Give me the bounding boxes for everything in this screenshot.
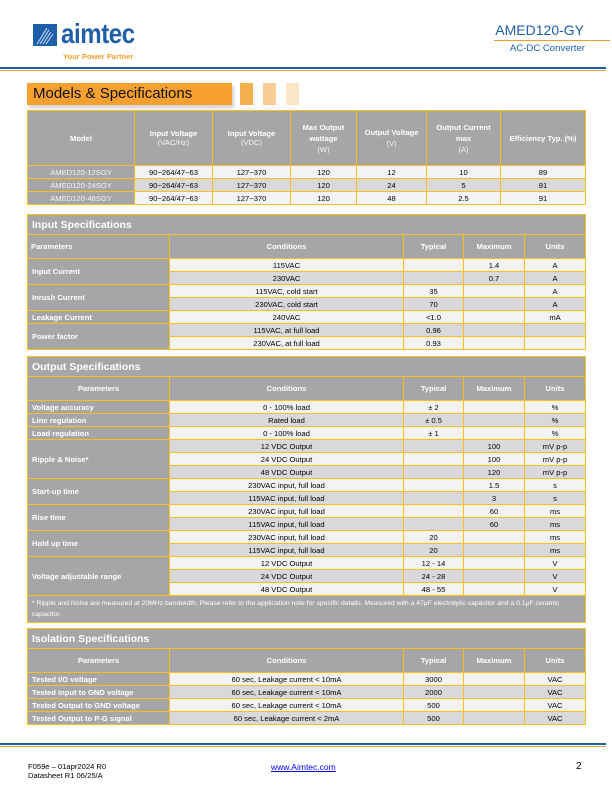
logo-tagline: Your Power Partner xyxy=(63,52,134,61)
table-row: AMED120-48SGY 90~264/47~63 127~370 120 48 2.5 91 xyxy=(28,192,586,205)
table-row: 115VAC input, full load 3 s xyxy=(28,492,586,505)
models-table xyxy=(27,110,586,205)
logo-mark-icon xyxy=(33,24,57,46)
page-number: 2 xyxy=(576,761,582,772)
ripple-noise-footnote: * Ripple and Noise are measured at 20MHz bandwidth. Please refer to the application note for specific details. Measured with a 47μF electrolytic capacitor and a 0.1μF ceramic capacitor. xyxy=(28,596,586,623)
input-specs-table xyxy=(27,214,586,350)
table-row: Tested I/O voltage 60 sec, Leakage current < 10mA 3000 VAC xyxy=(28,673,586,686)
table-row: Start-up time 230VAC input, full load 1.5 s xyxy=(28,479,586,492)
section-banner xyxy=(27,83,232,105)
logo-wordmark: aimtec xyxy=(61,18,135,49)
model-cell: AMED120-12SGY xyxy=(28,166,135,179)
form-id: F059e – 01apr2024 R0 xyxy=(28,762,107,771)
table-row: Ripple & Noise* 12 VDC Output 100 mV p-p xyxy=(28,440,586,453)
isolation-specs-table xyxy=(27,628,586,725)
table-row: 230VAC, cold start 70 A xyxy=(28,298,586,311)
table-row: Tested Output to P-G signal 60 sec, Leakage current < 2mA 500 VAC xyxy=(28,712,586,725)
footer-doc-info xyxy=(28,762,106,780)
table-row: 115VAC input, full load 60 ms xyxy=(28,518,586,531)
table-row: 230VAC 0.7 A xyxy=(28,272,586,285)
table-row: 24 VDC Output 100 mV p-p xyxy=(28,453,586,466)
product-name: AMED120-GY xyxy=(495,22,584,38)
output-specs-header-row: Parameters Conditions Typical Maximum Units xyxy=(28,377,586,401)
output-specs-table xyxy=(27,356,586,623)
input-specs-header-row: Parameters Conditions Typical Maximum Units xyxy=(28,235,586,259)
banner-decoration xyxy=(240,83,253,105)
table-row: AMED120-24SGY 90~264/47~63 127~370 120 24 5 91 xyxy=(28,179,586,192)
banner-decoration xyxy=(263,83,276,105)
table-row: Leakage Current 240VAC <1.0 mA xyxy=(28,311,586,324)
isolation-specs-title: Isolation Specifications xyxy=(28,629,586,649)
table-row: Input Current 115VAC 1.4 A xyxy=(28,259,586,272)
model-cell: AMED120-24SGY xyxy=(28,179,135,192)
table-row: 115VAC input, full load 20 ms xyxy=(28,544,586,557)
section-title: Models & Specifications xyxy=(33,85,193,102)
col-header-input-vdc: Input Voltage (VDC) xyxy=(213,111,291,166)
col-header-input-vac: Input Voltage (VAC/Hz) xyxy=(135,111,213,166)
isolation-specs-header-row: Parameters Conditions Typical Maximum Units xyxy=(28,649,586,673)
header-rule xyxy=(0,67,606,71)
col-header-output-current: Output Current max (A) xyxy=(427,111,501,166)
aimtec-logo xyxy=(33,20,163,64)
table-row: Voltage adjustable range 12 VDC Output 12 - 14 V xyxy=(28,557,586,570)
input-specs-title: Input Specifications xyxy=(28,215,586,235)
datasheet-revision: Datasheet R1 06/25/A xyxy=(28,771,103,780)
table-row: Rise time 230VAC input, full load 60 ms xyxy=(28,505,586,518)
table-row: AMED120-12SGY 90~264/47~63 127~370 120 12 10 89 xyxy=(28,166,586,179)
table-row: 230VAC, at full load 0.93 xyxy=(28,337,586,350)
table-row: 24 VDC Output 24 - 28 V xyxy=(28,570,586,583)
table-row: Voltage accuracy 0 - 100% load ± 2 % xyxy=(28,401,586,414)
table-row: Tested Output to GND voltage 60 sec, Leakage current < 10mA 500 VAC xyxy=(28,699,586,712)
model-cell: AMED120-48SGY xyxy=(28,192,135,205)
product-type: AC-DC Converter xyxy=(509,43,585,54)
table-row: Power factor 115VAC, at full load 0.96 xyxy=(28,324,586,337)
col-header-model: Model xyxy=(28,111,135,166)
footer-rule xyxy=(0,743,606,747)
models-header-row xyxy=(28,111,586,166)
col-header-output-voltage: Output Voltage (V) xyxy=(357,111,427,166)
table-row: Hold up time 230VAC input, full load 20 ms xyxy=(28,531,586,544)
banner-decoration xyxy=(286,83,299,105)
table-row: Line regulation Rated load ± 0.5 % xyxy=(28,414,586,427)
col-header-efficiency: Efficiency Typ. (%) xyxy=(501,111,586,166)
table-row: Inrush Current 115VAC, cold start 35 A xyxy=(28,285,586,298)
table-row: Tested Input to GND voltage 60 sec, Leakage current < 10mA 2000 VAC xyxy=(28,686,586,699)
output-specs-title: Output Specifications xyxy=(28,357,586,377)
table-row: 48 VDC Output 48 - 55 V xyxy=(28,583,586,596)
website-link[interactable]: www.Aimtec.com xyxy=(271,762,336,772)
col-header-max-wattage: Max Output wattage (W) xyxy=(291,111,357,166)
title-divider xyxy=(494,40,610,41)
table-row: 48 VDC Output 120 mV p-p xyxy=(28,466,586,479)
table-row: Load regulation 0 - 100% load ± 1 % xyxy=(28,427,586,440)
